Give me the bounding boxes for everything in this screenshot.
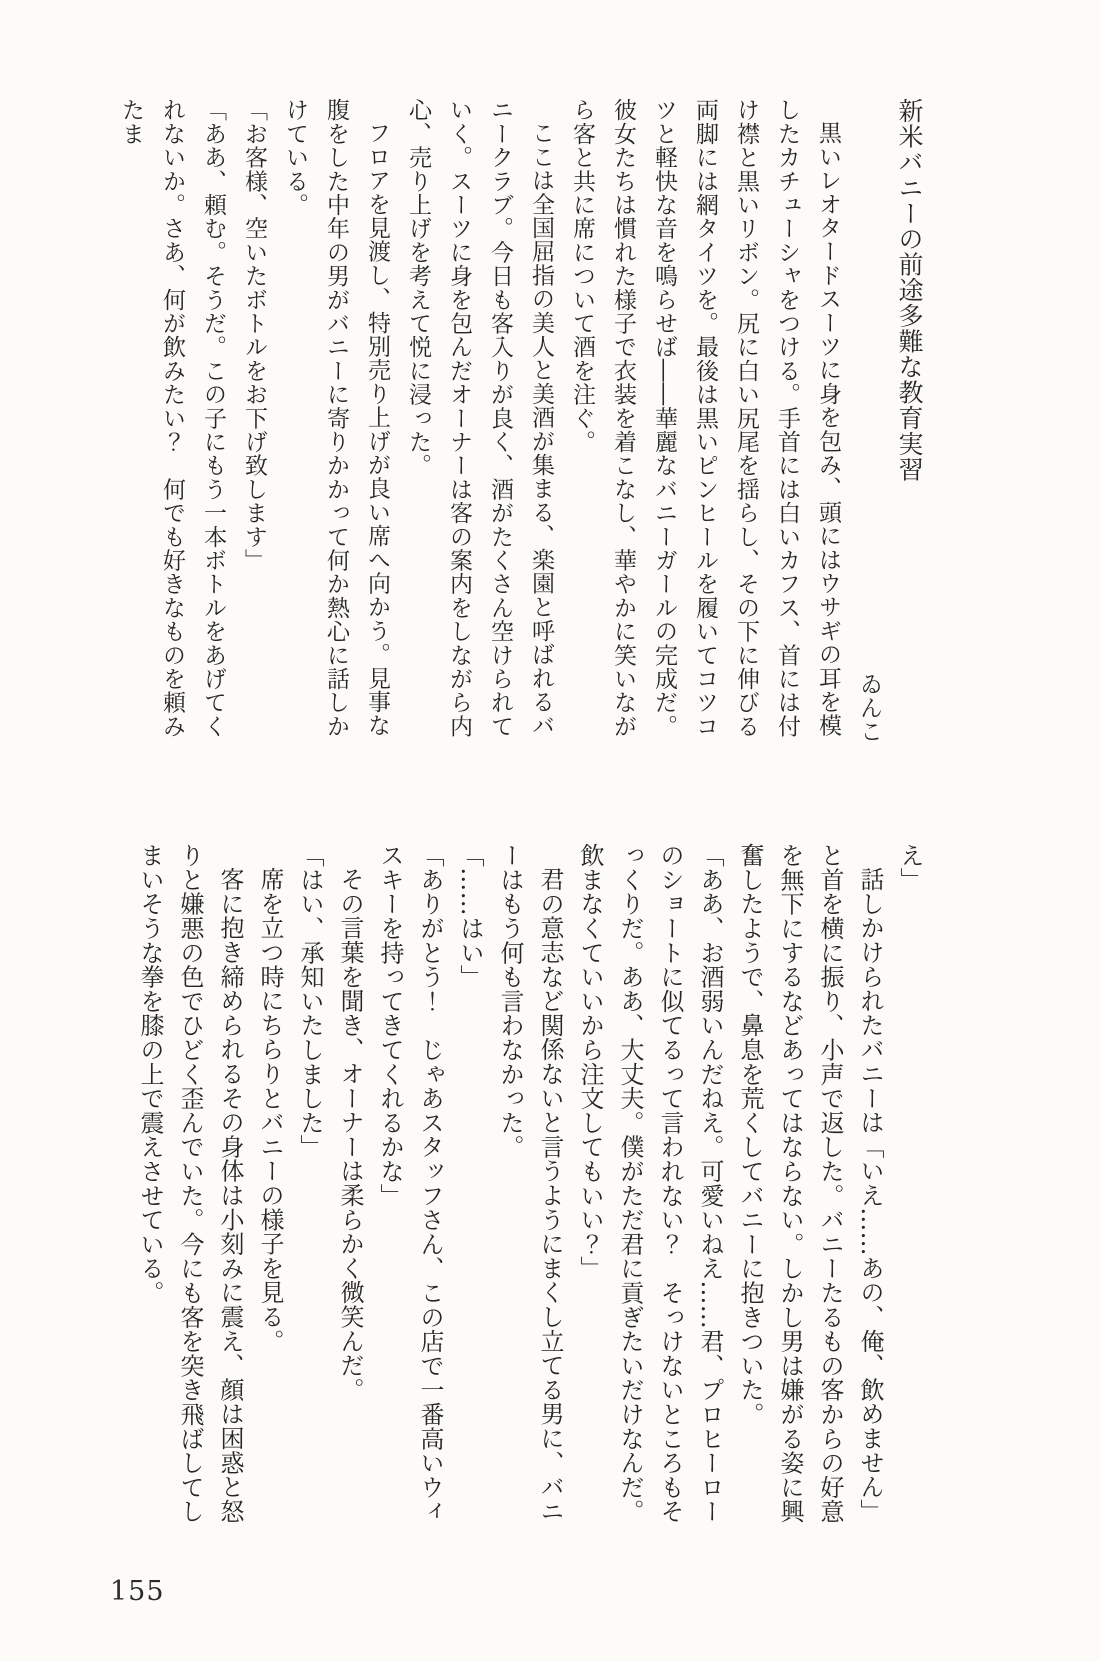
paragraph-narration: その言葉を聞き、オーナーは柔らかく微笑んだ。 <box>336 867 364 1402</box>
paragraph-narration: 客に抱き締められるその身体は小刻みに震え、顔は困惑と怒りと嫌悪の色でひどく歪んでいた。今にも客を突き飛ばしてしまいそうな拳を膝の上で震えさせている。 <box>136 843 244 1524</box>
paragraph-narration: 席を立つ時にちらりとバニーの様子を見る。 <box>256 867 284 1353</box>
lower-text-block <box>130 843 930 1528</box>
story-title: 新米バニーの前途多難な教育実習 <box>895 98 924 482</box>
paragraph-dialogue: 「ああ、お酒弱いんだねえ。可愛いねえ……君、プロヒーローのショートに似てるって言われない？ そっけないところもそっくりだ。ああ、大丈夫。僕がただ君に貢ぎたいだけなんだ。飲まなくていいから注文してもいい？」 <box>576 843 724 1524</box>
paragraph-narration: 話しかけられたバニーは「いえ……あの、俺、飲めません」と首を横に振り、小声で返した。バニーたるもの客からの好意を無下にするなどあってはならない。しかし男は嫌がる姿に興奮したようで、鼻息を荒くしてバニーに抱きついた。 <box>736 843 884 1524</box>
paragraph-dialogue: 「はい、承知いたしました」 <box>296 843 324 1159</box>
upper-text-block <box>110 98 930 743</box>
paragraph-dialogue: 「ああ、頼む。そうだ。この子にもう一本ボトルをあげてくれないか。さあ、何が飲みたい？ 何でも好きなものを頼みたま <box>118 98 226 738</box>
paragraph-narration: フロアを見渡し、特別売り上げが良い席へ向かう。見事な腹をした中年の男がバニーに寄りかかって何か熱心に話しかけている。 <box>282 98 390 738</box>
paragraph-narration: 君の意志など関係ないと言うようにまくし立てる男に、バニーはもう何も言わなかった。 <box>496 843 564 1524</box>
paragraph-dialogue: 「ありがとう！ じゃあスタッフさん、この店で一番高いウィスキーを持ってきてくれるかな」 <box>376 843 444 1524</box>
paragraph-dialogue: 「……はい」 <box>456 843 484 989</box>
story-author: ゐんこ <box>856 671 882 743</box>
paragraph-dialogue: 「お客様、空いたボトルをお下げ致します」 <box>241 98 267 572</box>
paragraph-dialogue-continuation: え」 <box>896 843 924 892</box>
page-number: 155 <box>110 1576 165 1607</box>
paragraph-narration: ここは全国屈指の美人と美酒が集まる、楽園と呼ばれるバニークラブ。今日も客入りが良く、酒がたくさん空けられていく。スーツに身を包んだオーナーは客の案内をしながら内心、売り上げを考えて悦に浸った。 <box>405 98 554 738</box>
paragraph-narration: 黒いレオタードスーツに身を包み、頭にはウサギの耳を模したカチューシャをつける。手首には白いカフス、首には付け襟と黒いリボン。尻に白い尻尾を揺らし、その下に伸びる両脚には網タイツを。最後は黒いピンヒールを履いてコツコツと軽快な音を鳴らせば――華麗なバニーガールの完成だ。彼女たちは慣れた様子で衣装を着こなし、華やかに笑いながら客と共に席について酒を注ぐ。 <box>569 98 841 738</box>
